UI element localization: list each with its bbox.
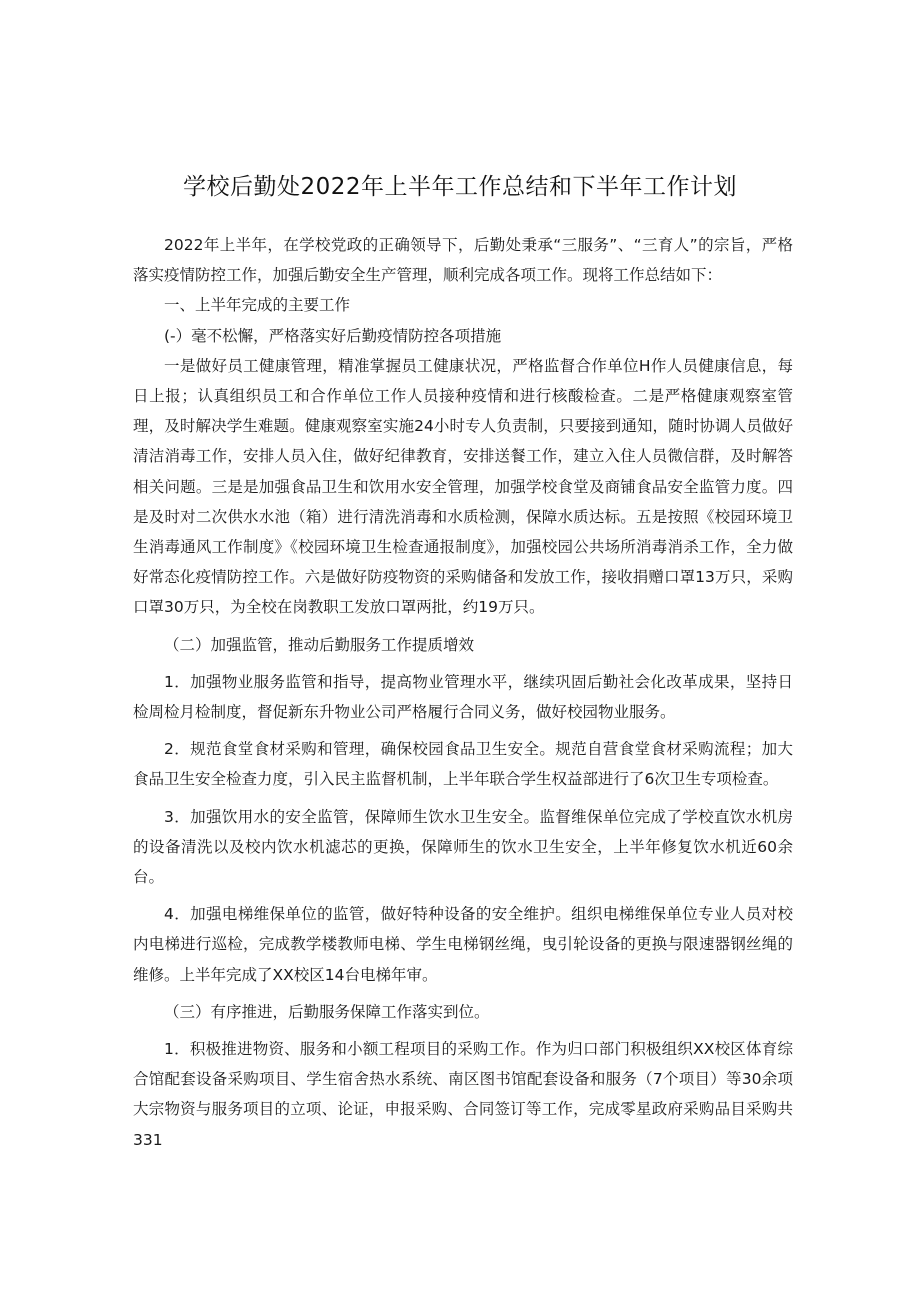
list-item-property-service: 1．加强物业服务监管和指导，提高物业管理水平，继续巩固后勤社会化改革成果，坚持日检周检月检制度，督促新东升物业公司严格履行合同义务，做好校园物业服务。 — [133, 672, 793, 722]
document-title: 学校后勤处2022年上半年工作总结和下半年工作计划 — [182, 174, 738, 200]
subsection-heading-1: (-）毫不松懈，严格落实好后勤疫情防控各项措施 — [164, 326, 502, 345]
list-item-procurement-projects: 1．积极推进物资、服务和小额工程项目的采购工作。作为归口部门积极组织XX校区体育综合馆配套设备采购项目、学生宿舍热水系统、南区图书馆配套设备和服务（7个项目）等30余项大宗物资与服务项目的立项、论证，申报采购、合同签订等工作，完成零星政府采购品目采购共331 — [133, 1040, 793, 1149]
subsection-heading-3: （三）有序推进，后勤服务保障工作落实到位。 — [164, 1002, 490, 1021]
list-item-canteen-procurement: 2．规范食堂食材采购和管理，确保校园食品卫生安全。规范自营食堂食材采购流程；加大食品卫生安全检查力度，引入民主监督机制，上半年联合学生权益部进行了6次卫生专项检查。 — [133, 740, 793, 789]
intro-paragraph: 2022年上半年，在学校党政的正确领导下，后勤处秉承“三服务”、“三育人”的宗旨，严格落实疫情防控工作，加强后勤安全生产管理，顺利完成各项工作。现将工作总结如下： — [133, 236, 793, 285]
section-heading-1: 一、上半年完成的主要工作 — [164, 296, 351, 315]
epidemic-measures-paragraph: 一是做好员工健康管理，精准掌握员工健康状况，严格监督合作单位H作人员健康信息，每日上报；认真组织员工和合作单位工作人员接种疫情和进行核酸检查。二是严格健康观察室管理，及时解决学生难题。健康观察室实施24小时专人负责制，只要接到通知，随时协调人员做好清洁消毒工作，安排人员入住，做好纪律教育，安排送餐工作，建立入住人员微信群，及时解答相关问题。三是是加强食品卫生和饮用水安全管理，加强学校食堂及商铺食品安全监管力度。四是及时对二次供水水池（箱）进行清洗消毒和水质检测，保障水质达标。五是按照《校园环境卫生消毒通风工作制度》《校园环境卫生检查通报制度》，加强校园公共场所消毒消杀工作，全力做好常态化疫情防控工作。六是做好防疫物资的采购储备和发放工作，接收捐赠口罩13万只，采购口罩30万只，为全校在岗教职工发放口罩两批，约19万只。 — [133, 356, 793, 617]
document-body — [133, 230, 793, 1155]
subsection-heading-2: （二）加强监管，推动后勤服务工作提质增效 — [164, 635, 475, 654]
list-item-elevator-maintenance: 4．加强电梯维保单位的监管，做好特种设备的安全维护。组织电梯维保单位专业人员对校内电梯进行巡检，完成教学楼教师电梯、学生电梯钢丝绳，曳引轮设备的更换与限速器钢丝绳的维修。上半年完成了XX校区14台电梯年审。 — [133, 905, 793, 984]
list-item-drinking-water: 3．加强饮用水的安全监管，保障师生饮水卫生安全。监督维保单位完成了学校直饮水机房的设备清洗以及校内饮水机滤芯的更换，保障师生的饮水卫生安全，上半年修复饮水机近60余台。 — [133, 807, 793, 887]
